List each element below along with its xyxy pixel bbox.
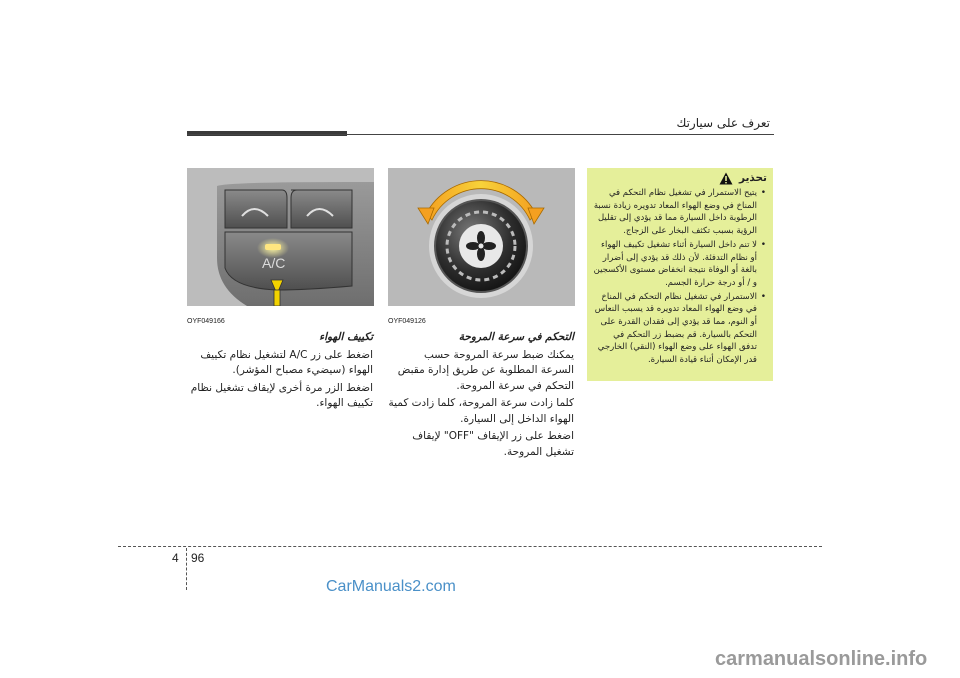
figure-code-left: OYF049166: [187, 318, 225, 325]
warning-item-2: • لا تنم داخل السيارة أثناء تشغيل تكييف الهواء أو نظام التدفئة. لأن ذلك قد يؤدي إلى أضرار بالغة أو الوفاة نتيجة انخفاض مستوى الأكسجين و / أو درجة حرارة الجسم.: [593, 239, 757, 290]
warning-title: تحذير: [738, 172, 767, 185]
fan-speed-heading: التحكم في سرعة المروحة: [458, 331, 574, 343]
ac-paragraph-1: اضغط على زر A/C لتشغيل نظام تكييف الهواء (سيضيء مصباح المؤشر).: [200, 348, 373, 376]
ac-section-heading: تكييف الهواء: [319, 331, 373, 343]
warning-triangle-icon: [719, 172, 733, 185]
ac-button-photo: [187, 168, 374, 306]
ac-section: [187, 330, 373, 414]
fan-speed-section: [388, 330, 574, 462]
fan-paragraph-3: اضغط على زر الإيقاف "OFF" لإيقاف تشغيل المروحة.: [412, 430, 574, 458]
page-number: 96: [191, 551, 205, 565]
fan-paragraph-1: يمكنك ضبط سرعة المروحة حسب السرعة المطلوبة عن طريق إدارة مقبض التحكم في سرعة المروحة.: [397, 348, 574, 392]
ac-text-on-button: A/C: [262, 255, 286, 271]
page-header-title: تعرف على سيارتك: [676, 116, 770, 130]
warning-box: [587, 168, 773, 381]
watermark-link-carmanuals2[interactable]: CarManuals2.com: [326, 578, 456, 595]
ac-paragraph-2: اضغط الزر مرة أخرى لإيقاف تشغيل نظام تكييف الهواء.: [190, 381, 373, 409]
warning-list: [593, 187, 767, 367]
warning-item-1: • يتيح الاستمرار في تشغيل نظام التحكم في المناخ في وضع الهواء المعاد تدويره زيادة نسبة الرطوبة داخل السيارة مما قد يؤدي إلى تقليل الرؤية بسبب تكثف البخار على الزجاج.: [593, 187, 757, 238]
warning-header: [593, 172, 767, 185]
watermark-carmanualsonline: carmanualsonline.info: [715, 648, 928, 670]
warning-item-3: • الاستمرار في تشغيل نظام التحكم في المناخ في وضع الهواء المعاد تدويره قد يسبب النعاس أو النوم، مما قد يؤدي إلى فقدان القدرة على التحكم بالسيارة. قم بضبط زر التحكم في تدفق الهواء على وضع الهواء (النقي) الخارجي قدر الإمكان أثناء قيادة السيارة.: [593, 291, 757, 367]
fan-knob-photo: [388, 168, 575, 306]
fan-paragraph-2: كلما زادت سرعة المروحة، كلما زادت كمية الهواء الداخل إلى السيارة.: [388, 397, 574, 425]
footer-dashed-divider: [186, 548, 187, 590]
section-number: 4: [172, 551, 179, 565]
header-rule: [187, 134, 774, 135]
figure-code-mid: OYF049126: [388, 318, 426, 325]
footer-dashed-rule: [118, 546, 822, 547]
